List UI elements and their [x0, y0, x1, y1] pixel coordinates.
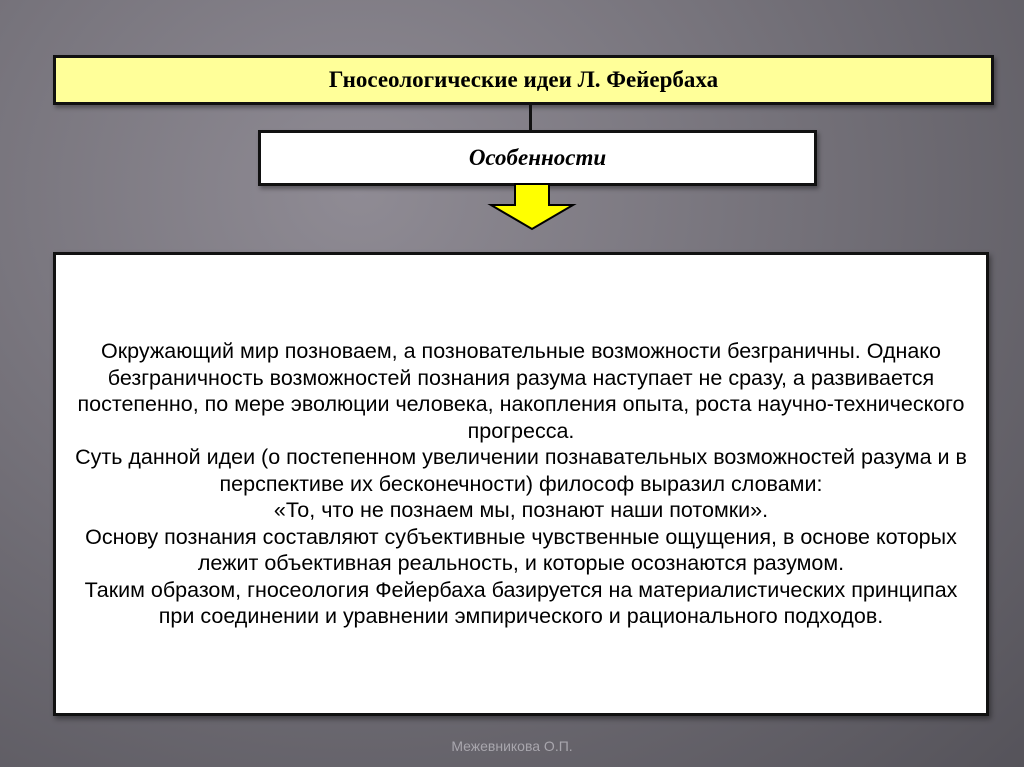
subtitle-box: [258, 130, 817, 186]
paragraph-1: Окружающий мир позноваем, а позновательные возможности безграничны. Однако безграничность возможностей познания разума наступает не сразу, а развивается постепенно, по мере эволюции человека, накопления опыта, роста научно-технического прогресса.: [77, 339, 965, 443]
down-arrow-icon: [487, 183, 577, 231]
subtitle: Особенности: [468, 145, 607, 170]
paragraph-3: Основу познания составляют субъективные чувственные ощущения, в основе которых лежит объективная реальность, и которые осознаются разумом.: [85, 524, 957, 576]
paragraph-2: Суть данной идеи (о постепенном увеличении познавательных возможностей разума и в перспективе их бесконечности) философ выразил словами:: [75, 445, 967, 496]
title-box: [53, 55, 994, 105]
paragraph-4: Таким образом, гносеология Фейербаха базируется на материалистических принципах при соединении и уравнении эмпирического и рационального подходов.: [84, 577, 958, 629]
content-text: [71, 338, 971, 630]
quote: «То, что не познаем мы, познают наши потомки».: [273, 498, 769, 523]
connector-line: [529, 102, 532, 132]
content-box: [53, 252, 989, 716]
footer-author: Межевникова О.П.: [451, 738, 573, 754]
slide-title: Гносеологические идеи Л. Фейербаха: [328, 67, 719, 92]
